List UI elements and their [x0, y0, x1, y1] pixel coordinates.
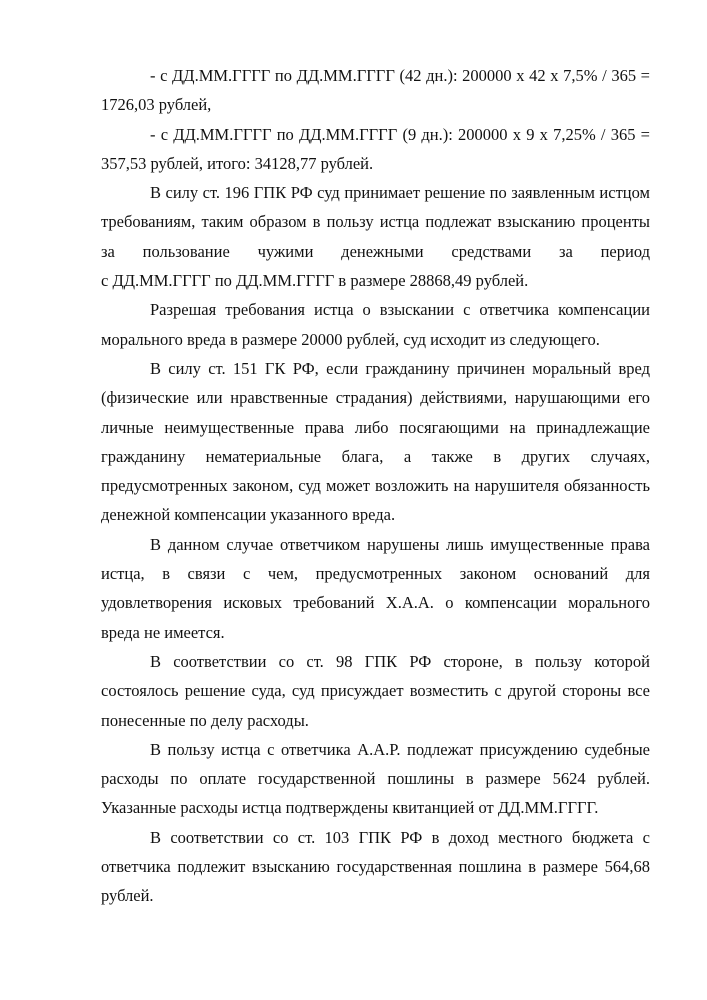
text-line: требованиям, таким образом в пользу истца подлежат взысканию проценты	[101, 212, 650, 232]
text-line: В соответствии со ст. 103 ГПК РФ в доход местного бюджета с	[150, 827, 650, 847]
text-line: гражданину нематериальные блага, а также в других случаях,	[101, 446, 650, 466]
paragraph	[101, 530, 650, 647]
text-line: В данном случае ответчиком нарушены лишь имущественные права	[150, 534, 650, 554]
paragraph	[101, 61, 650, 120]
text-line: 1726,03 рублей,	[101, 95, 212, 115]
text-line: личные неимущественные права либо посягающими на принадлежащие	[101, 417, 650, 437]
text-line: Указанные расходы истца подтверждены квитанцией от ДД.ММ.ГГГГ.	[101, 798, 599, 818]
paragraph	[101, 178, 650, 295]
text-line: 357,53 рублей, итого: 34128,77 рублей.	[101, 153, 374, 173]
text-line: рублей.	[101, 886, 154, 906]
paragraph	[101, 354, 650, 530]
text-line: В соответствии со ст. 98 ГПК РФ стороне, в пользу которой	[150, 651, 650, 671]
text-line: - с ДД.ММ.ГГГГ по ДД.ММ.ГГГГ (42 дн.): 200000 х 42 х 7,5% / 365 =	[150, 66, 650, 85]
paragraph	[101, 823, 650, 911]
paragraph	[101, 647, 650, 735]
text-line: В силу ст. 196 ГПК РФ суд принимает решение по заявленным истцом	[150, 183, 650, 203]
text-line: денежной компенсации указанного вреда.	[101, 505, 396, 525]
text-line: расходы по оплате государственной пошлины в размере 5624 рублей.	[101, 769, 650, 789]
paragraph	[101, 735, 650, 823]
text-line: удовлетворения исковых требований Х.А.А. о компенсации морального	[101, 593, 650, 613]
text-line: ответчика подлежит взысканию государственная пошлина в размере 564,68	[101, 857, 650, 877]
text-line: В силу ст. 151 ГК РФ, если гражданину причинен моральный вред	[150, 358, 650, 378]
paragraph	[101, 295, 650, 354]
document-body	[101, 61, 650, 911]
text-line: вреда не имеется.	[101, 622, 225, 642]
text-line: Разрешая требования истца о взыскании с ответчика компенсации	[150, 300, 650, 320]
text-line: В пользу истца с ответчика А.А.Р. подлежат присуждению судебные	[150, 739, 650, 759]
text-line: с ДД.ММ.ГГГГ по ДД.ММ.ГГГГ в размере 28868,49 рублей.	[101, 271, 529, 291]
text-line: состоялось решение суда, суд присуждает возместить с другой стороны все	[101, 681, 650, 701]
text-line: понесенные по делу расходы.	[101, 710, 309, 730]
paragraph	[101, 120, 650, 179]
text-line: предусмотренных законом, суд может возложить на нарушителя обязанность	[101, 476, 650, 496]
text-line: морального вреда в размере 20000 рублей, суд исходит из следующего.	[101, 329, 600, 349]
text-line: истца, в связи с чем, предусмотренных законом оснований для	[101, 564, 650, 584]
text-line: (физические или нравственные страдания) действиями, нарушающими его	[101, 388, 650, 408]
text-line: - с ДД.ММ.ГГГГ по ДД.ММ.ГГГГ (9 дн.): 200000 х 9 х 7,25% / 365 =	[150, 124, 650, 144]
text-line: за пользование чужими денежными средствами за период	[101, 241, 650, 261]
